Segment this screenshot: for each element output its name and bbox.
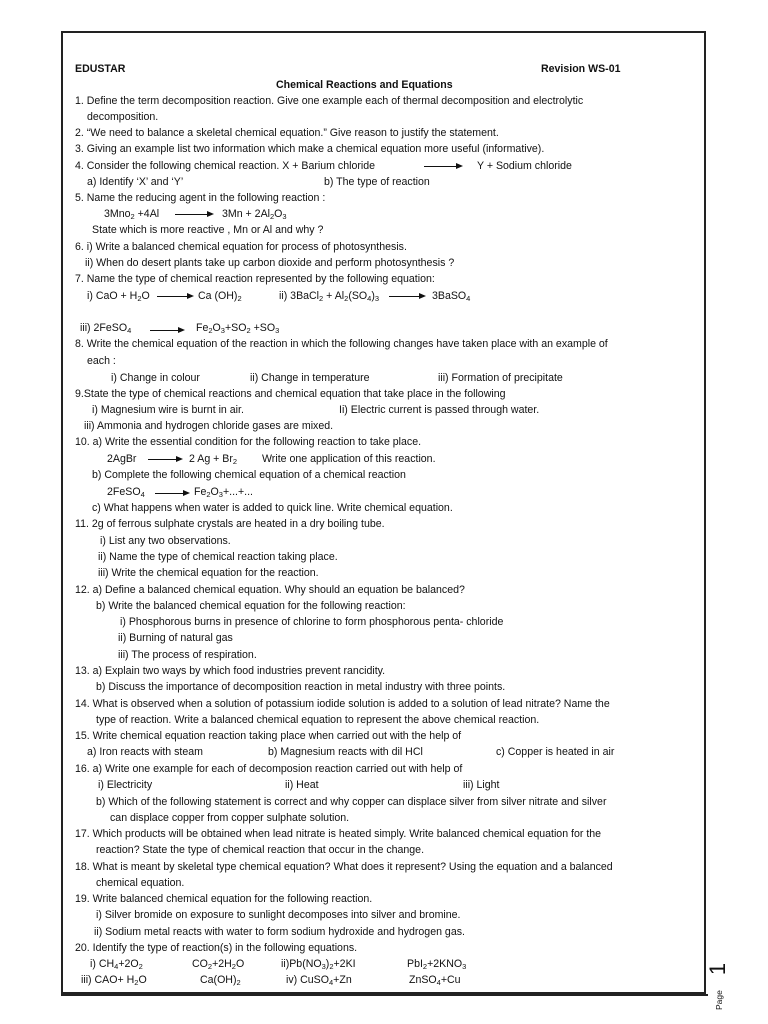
- question-20-equation-iii-products: $Ca(OH)_2$: [200, 974, 241, 987]
- question-7-equation-i-reactants: i) CaO + $H_2O$: [87, 290, 150, 303]
- question-20-equation-i-products: $CO_2+2H_2O$: [192, 958, 245, 971]
- question-10-part-b-products: $Fe_2O_3+...+$...: [194, 486, 254, 499]
- question-20: 20. Identify the type of reaction(s) in the following equations.: [75, 942, 358, 954]
- question-4-part-a: a) Identify ‘X’ and ‘Y’: [87, 176, 184, 188]
- reaction-arrow: [150, 330, 182, 331]
- question-15-part-b: b) Magnesium reacts with dil HCl: [268, 746, 423, 758]
- question-10-equation-reactant: 2AgBr: [107, 453, 137, 465]
- question-2: 2. “We need to balance a skeletal chemical equation.” Give reason to justify the statement.: [75, 127, 499, 139]
- question-16-part-a: 16. a) Write one example for each of decomposion reaction carried out with help of: [75, 763, 463, 775]
- question-10-part-c: c) What happens when water is added to quick line. Write chemical equation.: [92, 502, 453, 514]
- reaction-arrow: [157, 296, 191, 297]
- reaction-arrow: [175, 214, 211, 215]
- question-5-equation-reactants: 3Mno$_2$ +4Al: [104, 208, 160, 221]
- question-8-part-ii: ii) Change in temperature: [250, 372, 370, 384]
- question-15: 15. Write chemical equation reaction taking place when carried out with the help of: [75, 730, 462, 742]
- question-4: 4. Consider the following chemical reaction. X + Barium chloride: [75, 160, 376, 172]
- question-14-line-1: 14. What is observed when a solution of potassium iodide solution is added to a solution of lead nitrate? Name the: [75, 698, 610, 710]
- question-4-part-b: b) The type of reaction: [324, 176, 430, 188]
- question-13-part-b: b) Discuss the importance of decomposition reaction in metal industry with three points.: [96, 681, 506, 693]
- revision-label: Revision WS-01: [541, 63, 621, 75]
- question-7: 7. Name the type of chemical reaction represented by the following equation:: [75, 273, 435, 285]
- page-number-label: [700, 962, 740, 1010]
- page-word: Page: [714, 990, 724, 1010]
- question-17-line-1: 17. Which products will be obtained when lead nitrate is heated simply. Write balanced chemical equation for the: [75, 828, 602, 840]
- question-1-line-2: decomposition.: [87, 111, 159, 123]
- question-20-equation-ii-products: $PbI_2+2KNO_3$: [407, 958, 467, 971]
- question-4-products: Y + Sodium chloride: [477, 160, 572, 172]
- question-16-part-ii: ii) Heat: [285, 779, 319, 791]
- question-8-part-iii: iii) Formation of precipitate: [438, 372, 563, 384]
- question-17-line-2: reaction? State the type of chemical reaction that occur in the change.: [96, 844, 425, 856]
- question-8-line-2: each :: [87, 355, 116, 367]
- question-3: 3. Giving an example list two information which make a chemical equation more useful (informative).: [75, 143, 545, 155]
- question-5-equation-products: $3Mn + 2Al_2O_3$: [222, 208, 287, 221]
- question-19-part-i: i) Silver bromide on exposure to sunlight decomposes into silver and bromine.: [96, 909, 461, 921]
- question-10-part-b: b) Complete the following chemical equation of a chemical reaction: [92, 469, 406, 481]
- reaction-arrow: [389, 296, 423, 297]
- question-13-part-a: 13. a) Explain two ways by which food industries prevent rancidity.: [75, 665, 386, 677]
- question-7-equation-iii-reactants: iii) 2FeSO$_4$: [80, 322, 132, 335]
- question-16-part-b-line-2: can displace copper from copper sulphate solution.: [110, 812, 350, 824]
- question-8-part-i: i) Change in colour: [111, 372, 200, 384]
- question-6-part-ii: ii) When do desert plants take up carbon dioxide and perform photosynthesis ?: [85, 257, 455, 269]
- worksheet-title: Chemical Reactions and Equations: [276, 79, 453, 91]
- question-16-part-iii: iii) Light: [463, 779, 500, 791]
- question-10-application: Write one application of this reaction.: [262, 453, 436, 465]
- question-5-part-b: State which is more reactive , Mn or Al and why ?: [92, 224, 324, 236]
- question-19: 19. Write balanced chemical equation for the following reaction.: [75, 893, 373, 905]
- question-20-equation-iv-products: ZnSO$_4$+Cu: [409, 974, 461, 987]
- question-12-part-i: i) Phosphorous burns in presence of chlorine to form phosphorous penta- chloride: [120, 616, 504, 628]
- brand-name: EDUSTAR: [75, 63, 126, 75]
- question-11: 11. 2g of ferrous sulphate crystals are heated in a dry boiling tube.: [75, 518, 385, 530]
- question-15-part-c: c) Copper is heated in air: [496, 746, 615, 758]
- question-5: 5. Name the reducing agent in the following reaction :: [75, 192, 326, 204]
- question-11-part-ii: ii) Name the type of chemical reaction taking place.: [98, 551, 338, 563]
- question-10-part-a: 10. a) Write the essential condition for the following reaction to take place.: [75, 436, 422, 448]
- question-10-equation-products: 2 $Ag + Br_2$: [189, 453, 238, 466]
- question-11-part-iii: iii) Write the chemical equation for the reaction.: [98, 567, 319, 579]
- question-9-part-i: i) Magnesium wire is burnt in air.: [92, 404, 244, 416]
- question-15-part-a: a) Iron reacts with steam: [87, 746, 203, 758]
- question-7-equation-ii-reactants: ii) 3BaCl$_2$ + $Al_2(SO_4)_3$: [279, 290, 380, 303]
- reaction-arrow: [424, 166, 460, 167]
- question-20-equation-i-reactants: i) $CH_4+2O_2$: [90, 958, 143, 971]
- question-18-line-2: chemical equation.: [96, 877, 185, 889]
- question-7-equation-iii-products: $Fe_2O_3+SO_2 +SO_3$: [196, 322, 280, 335]
- page-number: 1: [705, 962, 731, 976]
- question-16-part-b: b) Which of the following statement is correct and why copper can displace silver from silver nitrate and silver: [96, 796, 607, 808]
- question-12-part-a: 12. a) Define a balanced chemical equation. Why should an equation be balanced?: [75, 584, 465, 596]
- footer-rule: [61, 994, 708, 996]
- question-7-equation-i-products: Ca $(OH)_2$: [198, 290, 242, 303]
- question-9-part-ii: Ii) Electric current is passed through water.: [339, 404, 540, 416]
- question-11-part-i: i) List any two observations.: [100, 535, 231, 547]
- question-20-equation-iii-reactants: iii) $CAO+ H_2O$: [81, 974, 147, 987]
- reaction-arrow: [155, 493, 187, 494]
- question-20-equation-iv-reactants: iv) CuSO$_4$+Zn: [286, 974, 352, 987]
- question-12-part-iii: iii) The process of respiration.: [118, 649, 257, 661]
- question-8-line-1: 8. Write the chemical equation of the reaction in which the following changes have taken place with an example of: [75, 338, 608, 350]
- question-20-equation-ii-reactants: $ii)Pb(NO_3)_2+2KI$: [281, 958, 356, 971]
- question-7-equation-ii-products: 3BaSO$_4$: [432, 290, 471, 303]
- question-12-part-b: b) Write the balanced chemical equation for the following reaction:: [96, 600, 406, 612]
- reaction-arrow: [148, 459, 180, 460]
- question-18-line-1: 18. What is meant by skeletal type chemical equation? What does it represent? Using the equation and a balanced: [75, 861, 613, 873]
- question-6-part-i: 6. i) Write a balanced chemical equation for process of photosynthesis.: [75, 241, 407, 253]
- question-10-part-b-reactant: 2FeSO$_4$: [107, 486, 145, 499]
- question-14-line-2: type of reaction. Write a balanced chemical equation to represent the above chemical reaction.: [96, 714, 540, 726]
- question-9: 9.State the type of chemical reactions and chemical equation that take place in the following: [75, 388, 506, 400]
- question-16-part-i: i) Electricity: [98, 779, 153, 791]
- question-19-part-ii: ii) Sodium metal reacts with water to form sodium hydroxide and hydrogen gas.: [94, 926, 465, 938]
- question-1-line-1: 1. Define the term decomposition reaction. Give one example each of thermal decomposition and electrolytic: [75, 95, 584, 107]
- question-9-part-iii: iii) Ammonia and hydrogen chloride gases are mixed.: [84, 420, 334, 432]
- question-12-part-ii: ii) Burning of natural gas: [118, 632, 233, 644]
